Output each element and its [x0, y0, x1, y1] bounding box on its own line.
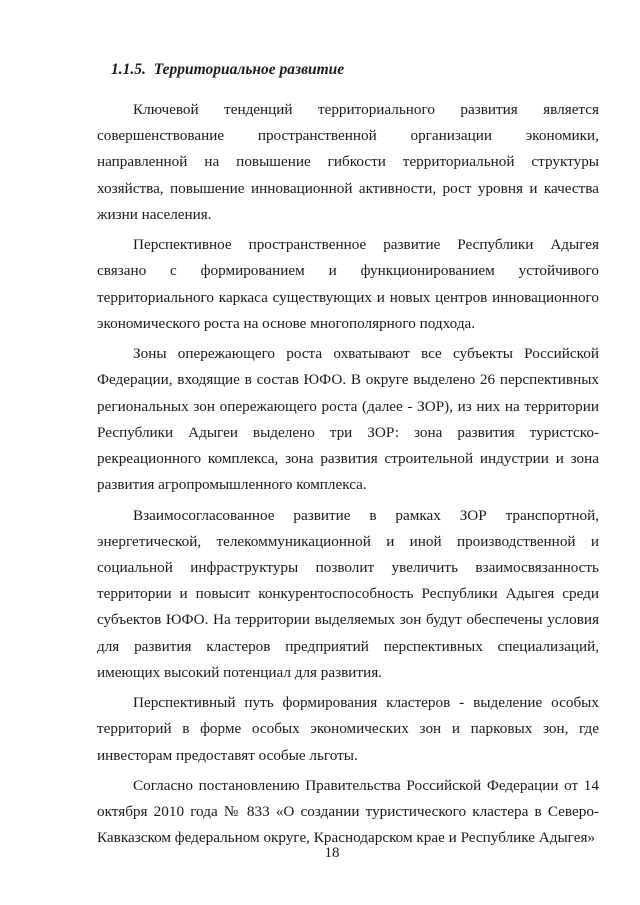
section-heading	[111, 61, 344, 79]
body-text	[97, 97, 599, 852]
paragraph-5: Перспективный путь формирования кластеров - выделение особых территорий в форме особых экономических зон и парковых зон, где инвесторам предоставят особые льготы.	[97, 694, 599, 764]
paragraph-3: Зоны опережающего роста охватывают все субъекты Российской Федерации, входящие в состав ЮФО. В округе выделено 26 перспективных региональных зон опережающего роста (далее - ЗОР), из них на территории Республики Адыгеи выделено три ЗОР: зона развития туристско-рекреационного комплекса, зона развития строительной индустрии и зона развития агропромышленного комплекса.	[97, 345, 599, 494]
section-title: Территориальное развитие	[153, 61, 345, 78]
paragraph-6: Согласно постановлению Правительства Российской Федерации от 14 октября 2010 года № 833 «О создании туристического кластера в Северо-Кавказском федеральном округе, Краснодарском крае и Республике Адыгея»	[97, 777, 599, 847]
paragraph-1: Ключевой тенденций территориального развития является совершенствование пространственной организации экономики, направленной на повышение гибкости территориальной структуры хозяйства, повышение инновационной активности, рост уровня и качества жизни населения.	[97, 101, 599, 223]
section-number: 1.1.5.	[111, 61, 146, 78]
paragraph-4: Взаимосогласованное развитие в рамках ЗОР транспортной, энергетической, телекоммуникационной и иной производственной и социальной инфраструктуры позволит увеличить взаимосвязанность территории и повысит конкурентоспособность Республики Адыгея среди субъектов ЮФО. На территории выделяемых зон будут обеспечены условия для развития кластеров предприятий перспективных специализаций, имеющих высокий потенциал для развития.	[97, 506, 599, 681]
paragraph-2: Перспективное пространственное развитие Республики Адыгея связано с формированием и функционированием устойчивого территориального каркаса существующих и новых центров инновационного экономического роста на основе многополярного подхода.	[97, 236, 599, 332]
page-number: 18	[324, 845, 340, 861]
